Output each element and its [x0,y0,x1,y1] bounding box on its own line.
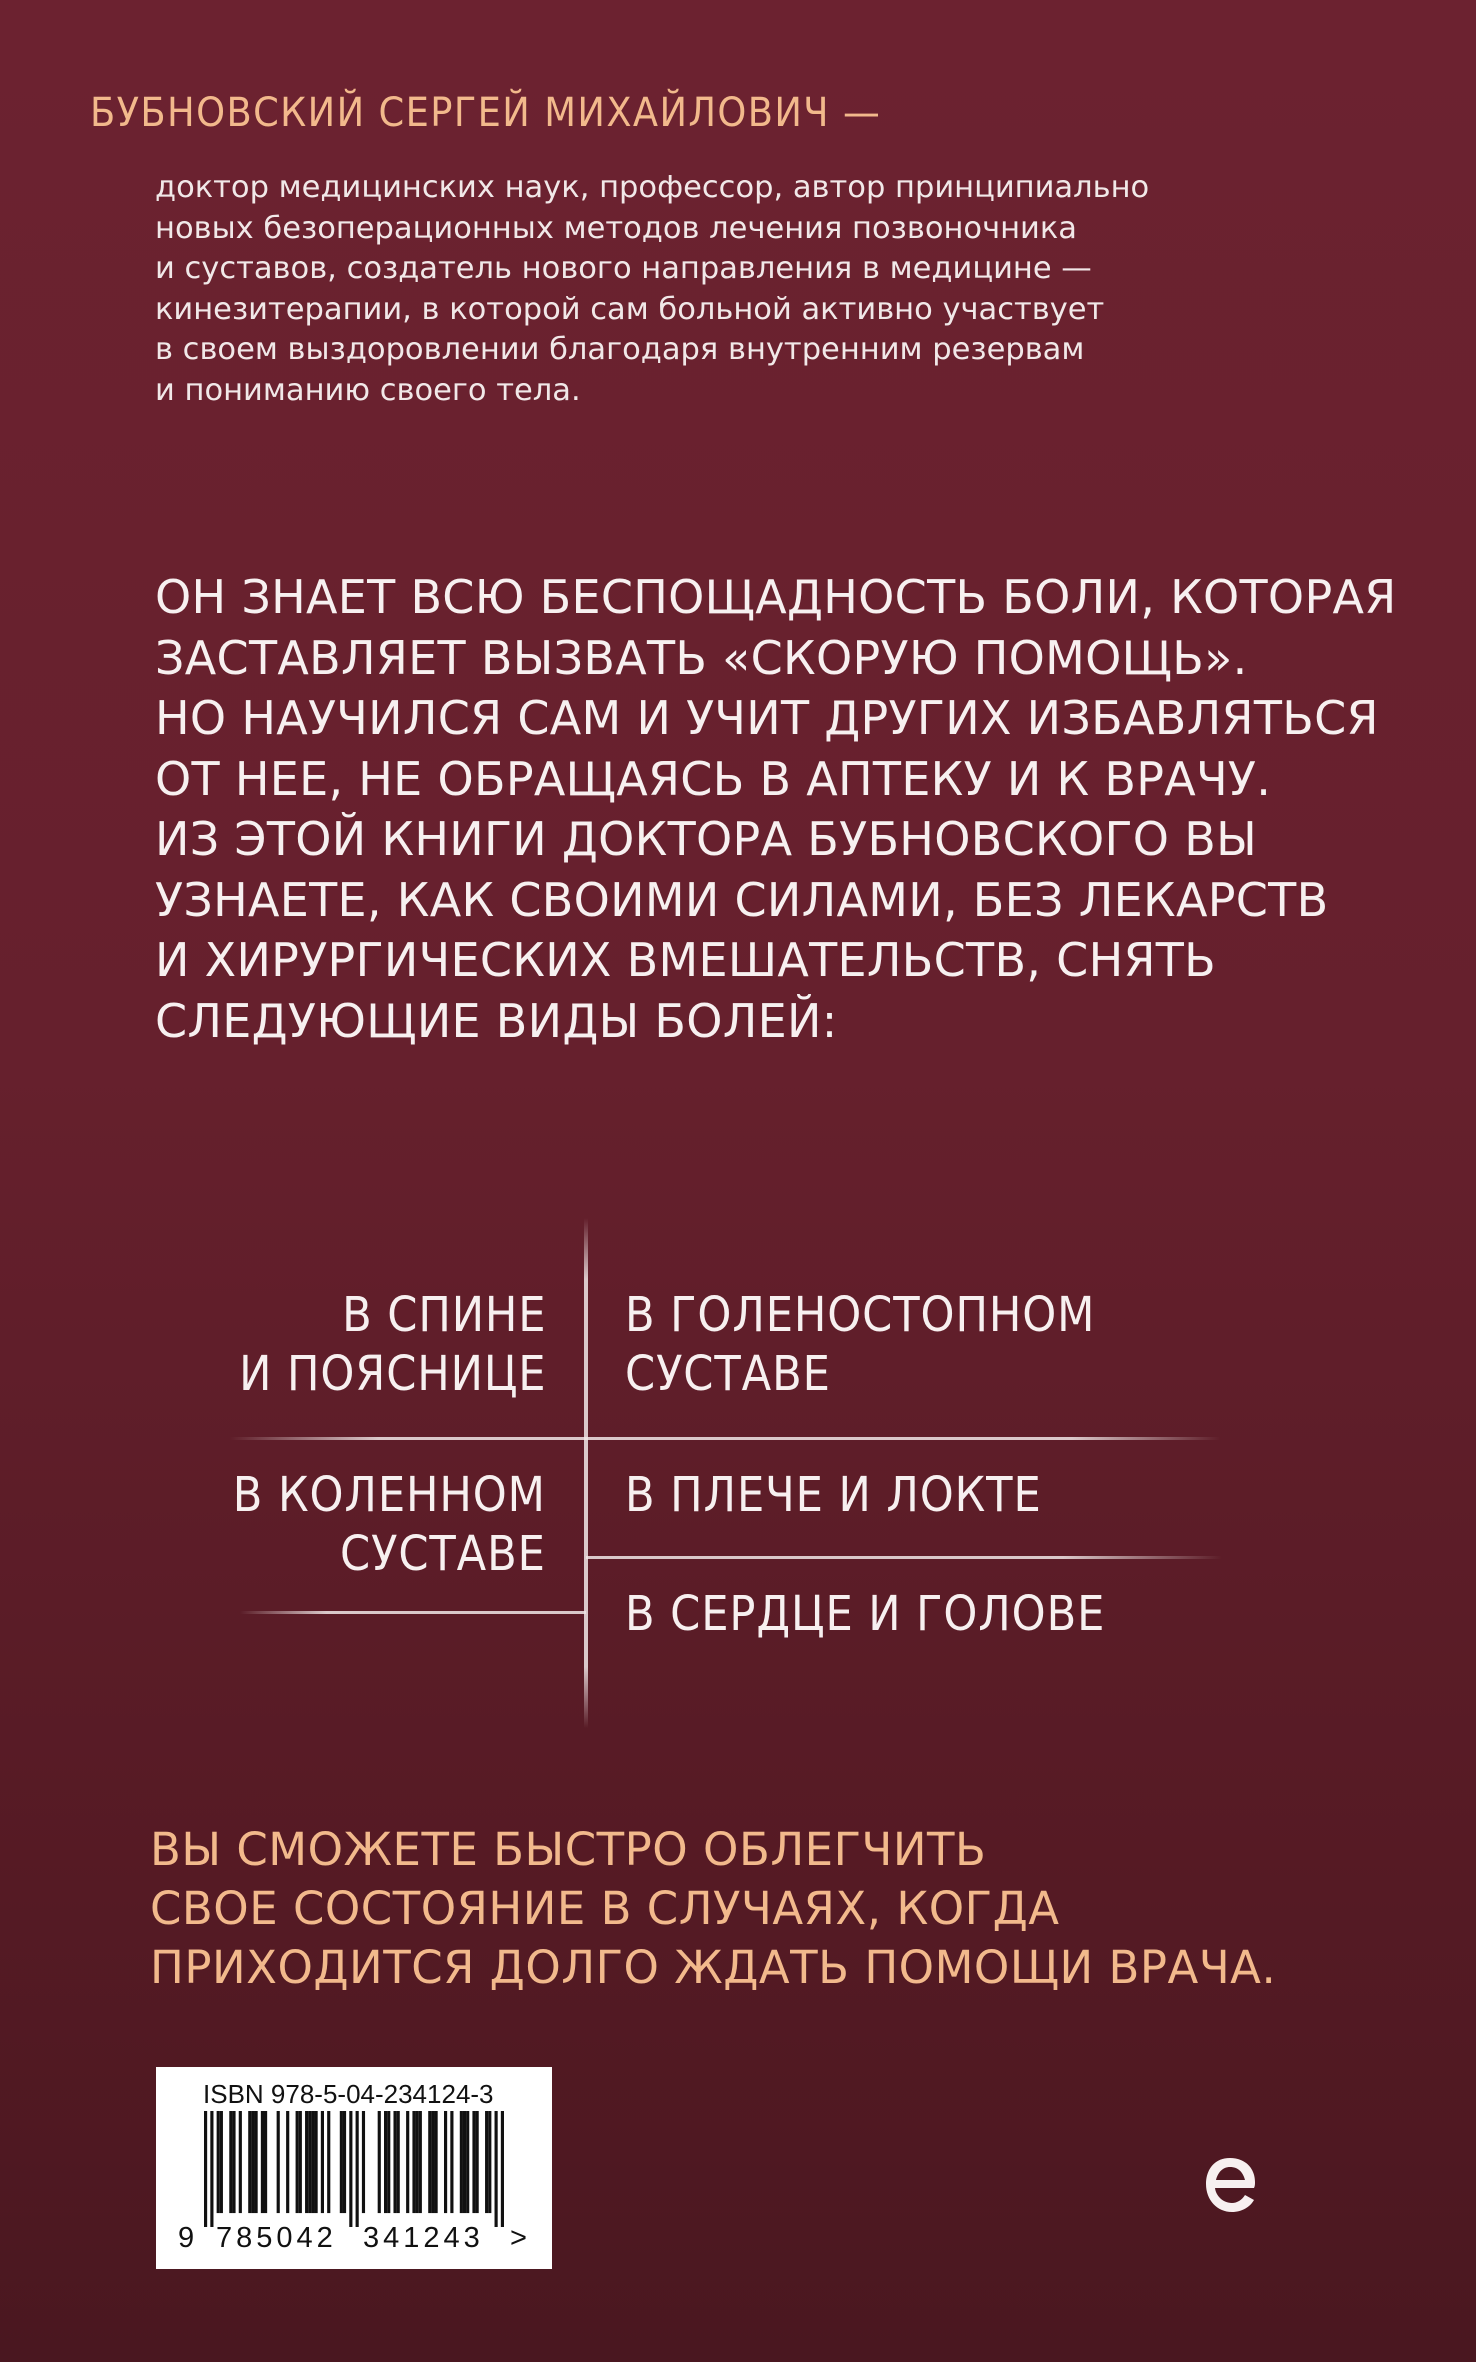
barcode-bar [286,2111,289,2213]
barcode-bar [255,2111,258,2213]
isbn-barcode [156,2067,552,2269]
barcode-bar [299,2111,302,2213]
barcode-bar [450,2111,453,2213]
pain-type-ankle [625,1286,1095,1404]
barcode-bar [229,2111,232,2213]
barcode-bar [485,2111,488,2213]
pain-type-line: СУСТАВЕ [625,1346,831,1402]
pain-type-line: СУСТАВЕ [340,1526,546,1582]
bio-line: в своем выздоровлении благодаря внутренним резервам [155,332,1085,367]
pain-type-line: В СЕРДЦЕ И ГОЛОВЕ [625,1586,1106,1642]
barcode-bar [466,2111,469,2213]
barcode-bar [210,2111,213,2227]
intro-line: ОН ЗНАЕТ ВСЮ БЕСПОЩАДНОСТЬ БОЛИ, КОТОРАЯ [155,570,1397,624]
pain-type-line: В ГОЛЕНОСТОПНОМ [625,1287,1096,1343]
barcode-bar [378,2111,381,2213]
grid-horizontal-divider [230,1437,1220,1440]
barcode-bar [406,2111,409,2213]
intro-line: ЗАСТАВЛЯЕТ ВЫЗВАТЬ «СКОРУЮ ПОМОЩЬ». [155,630,1248,685]
barcode-bar [416,2111,419,2213]
bio-line: и пониманию своего тела. [155,372,581,408]
barcode-bar [261,2111,264,2213]
barcode-bar [315,2111,318,2213]
barcode-bar [264,2111,267,2213]
intro-line: НО НАУЧИЛСЯ САМ И УЧИТ ДРУГИХ ИЗБАВЛЯТЬСЯ [155,691,1379,745]
barcode-bar [419,2111,422,2213]
barcode-bar [327,2111,330,2213]
barcode-bar [495,2111,498,2227]
pain-type-back [239,1286,546,1404]
barcode-bar [296,2111,299,2213]
eksmo-logo-icon [1200,2150,1260,2224]
barcode-bar [277,2111,280,2213]
barcode-bar [431,2111,434,2213]
outro-line: ПРИХОДИТСЯ ДОЛГО ЖДАТЬ ПОМОЩИ ВРАЧА. [150,1941,1277,1994]
author-bio [155,168,1355,411]
barcode-bar [435,2111,438,2213]
barcode-bar [488,2111,491,2213]
barcode-bar [463,2111,466,2213]
barcode-bar [472,2111,475,2213]
barcode-bar [343,2111,346,2213]
author-name: БУБНОВСКИЙ СЕРГЕЙ МИХАЙЛОВИЧ — [90,90,882,136]
barcode-bar [220,2111,223,2213]
intro-paragraph [155,567,1415,1051]
barcode-digit-group: 341243 [363,2222,484,2254]
barcode-bar [349,2111,352,2227]
outro-line: СВОЕ СОСТОЯНИЕ В СЛУЧАЯХ, КОГДА [150,1882,1060,1935]
grid-horizontal-divider [240,1611,586,1614]
pain-type-shoulder [625,1466,1042,1525]
barcode-bar [248,2111,251,2213]
barcode-bar [239,2111,242,2213]
barcode-bar [501,2111,504,2227]
intro-line: ИЗ ЭТОЙ КНИГИ ДОКТОРА БУБНОВСКОГО ВЫ [155,812,1257,866]
bio-line: и суставов, создатель нового направления в медицине — [155,251,1092,286]
barcode-bar [321,2111,324,2213]
barcode-bar [308,2111,311,2213]
barcode-bar [412,2111,415,2213]
barcode-bar [305,2111,308,2213]
barcode-bars [204,2111,504,2227]
intro-line: СЛЕДУЮЩИЕ ВИДЫ БОЛЕЙ: [155,993,838,1048]
barcode-digits [178,2222,548,2258]
barcode-bar [362,2111,365,2213]
pain-type-line: В ПЛЕЧЕ И ЛОКТЕ [625,1467,1042,1523]
barcode-bar [444,2111,447,2213]
barcode-bar [340,2111,343,2213]
barcode-arrow: > [510,2222,531,2254]
barcode-bar [387,2111,390,2213]
barcode-bar [397,2111,400,2213]
pain-type-line: В СПИНЕ [341,1287,546,1343]
isbn-label: ISBN 978-5-04-234124-3 [203,2079,494,2109]
barcode-digit-first: 9 [178,2222,199,2254]
bio-line: доктор медицинских наук, профессор, автор принципиально [155,170,1150,205]
outro-line: ВЫ СМОЖЕТЕ БЫСТРО ОБЛЕГЧИТЬ [150,1823,987,1876]
barcode-bar [428,2111,431,2213]
bio-line: кинезитерапии, в которой сам больной активно участвует [155,291,1105,327]
barcode-bar [311,2111,314,2213]
barcode-bar [356,2111,359,2227]
pain-type-knee [233,1466,546,1584]
grid-horizontal-divider [586,1556,1222,1559]
intro-line: И ХИРУРГИЧЕСКИХ ВМЕШАТЕЛЬСТВ, СНЯТЬ [155,933,1216,987]
outro-paragraph [150,1820,1276,1997]
intro-line: УЗНАЕТЕ, КАК СВОИМИ СИЛАМИ, БЕЗ ЛЕКАРСТВ [155,872,1329,927]
pain-type-line: И ПОЯСНИЦЕ [238,1346,546,1402]
grid-vertical-divider [584,1218,588,1728]
barcode-bar [232,2111,235,2213]
barcode-bar [251,2111,254,2213]
pain-type-heart [625,1585,1105,1644]
intro-line: ОТ НЕЕ, НЕ ОБРАЩАЯСЬ В АПТЕКУ И К ВРАЧУ. [155,751,1272,806]
barcode-bar [217,2111,220,2213]
bio-line: новых безоперационных методов лечения позвоночника [155,210,1077,246]
barcode-bar [204,2111,207,2227]
barcode-bar [393,2111,396,2213]
barcode-bar [476,2111,479,2213]
barcode-bar [460,2111,463,2213]
barcode-bar [384,2111,387,2213]
pain-type-line: В КОЛЕННОМ [232,1467,546,1523]
barcode-digit-group: 785042 [216,2222,337,2254]
